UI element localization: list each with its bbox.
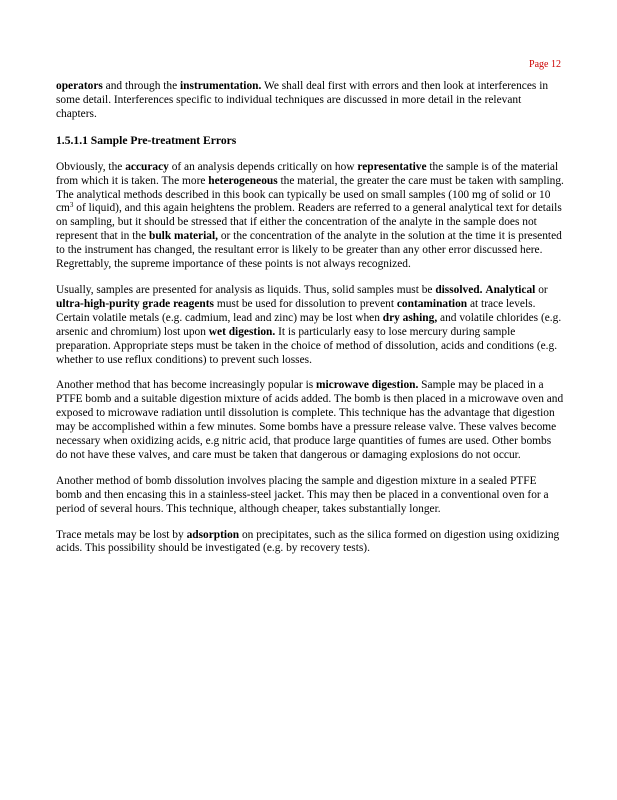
page-number: Page 12 — [529, 59, 561, 70]
bold-term: instrumentation. — [180, 80, 262, 92]
text-run: or the concentration of the analyte in the solution at the time it is presented to the instrument has changed, the resultant error is likely to be greater than any other error discussed here. Regrettably, the supreme importance of these points is not always recognized. — [56, 230, 562, 271]
bold-term: heterogeneous — [208, 174, 278, 187]
paragraph-dissolution — [56, 284, 564, 367]
bold-term: dry ashing, — [382, 311, 438, 324]
superscript: 3 — [69, 201, 74, 210]
paragraph-microwave-digestion — [56, 379, 564, 462]
bold-term: wet digestion. — [208, 325, 276, 338]
bold-term: Analytical — [485, 283, 536, 296]
text-run: Trace metals may be lost by — [56, 528, 187, 541]
text-run: must be used for dissolution to prevent — [213, 297, 397, 310]
bold-term: dissolved. — [435, 283, 483, 296]
bold-term: adsorption — [186, 528, 240, 541]
text-run: and through the — [102, 80, 181, 92]
bold-term: bulk material, — [149, 230, 218, 243]
bold-term: ultra-high-purity grade reagents — [56, 297, 214, 310]
text-run: of liquid), and this again heightens the problem. Readers are referred to a general analytical text for details on sampling, but it should be stressed that if either the concentration of the analyte in the sample does not represent that in the — [56, 202, 562, 243]
text-run: Sample may be placed in a PTFE bomb and a suitable digestion mixture of acids added. The bomb is then placed in a microwave oven and exposed to microwave radiation until dissolution is complete. This technique has the advantage that digestion may be accomplished within a few minutes. Some bombs have a pressure release valve. These valves become necessary when oxidizing acids, e.g nitric acid, that produce large quantities of fumes are used. Other bombs do not have these valves, and care must be taken that dangerous or damaging explosions do not occur. — [56, 379, 564, 461]
paragraph-accuracy — [56, 161, 564, 272]
document-body — [56, 80, 564, 568]
text-run: at trace levels. Certain volatile metals (e.g. cadmium, lead and zinc) may be lost when — [56, 297, 536, 324]
text-run: Another method that has become increasingly popular is — [56, 379, 317, 392]
bold-term: accuracy — [125, 160, 169, 173]
paragraph-bomb-dissolution — [56, 475, 564, 517]
text-run: on precipitates, such as the silica formed on digestion using oxidizing acids. This possibility should be investigated (e.g. by recovery tests). — [56, 528, 560, 555]
text-run: the sample is of the material from which it is taken. The more — [56, 160, 559, 187]
text-run: It is particularly easy to lose mercury during sample preparation. Appropriate steps must be taken in the choice of method of dissolution, acids and conditions (e.g. whether to use reflux conditions) to prevent such losses. — [56, 325, 558, 366]
bold-term: representative — [357, 160, 427, 173]
text-run: Another method of bomb dissolution involves placing the sample and digestion mixture in a sealed PTFE bomb and then encasing this in a stainless-steel jacket. This may then be placed in a conventional oven for a period of several hours. This technique, although cheaper, takes substantially longer. — [56, 474, 549, 515]
text-run: the material, the greater the care must be taken with sampling. The analytical methods described in this book can typically be used on small samples (100 mg of solid or 10 cm — [56, 174, 564, 215]
text-run: Obviously, the — [56, 160, 126, 173]
text-run: Usually, samples are presented for analysis as liquids. Thus, solid samples must be — [56, 283, 436, 296]
bold-term: microwave digestion. — [316, 379, 419, 392]
bold-term: operators — [56, 80, 103, 92]
paragraph-adsorption — [56, 529, 564, 557]
text-run: and volatile chlorides (e.g. arsenic and chromium) lost upon — [56, 311, 562, 338]
text-run: of an analysis depends critically on how — [168, 160, 358, 173]
section-heading: 1.5.1.1 Sample Pre-treatment Errors — [56, 133, 237, 147]
paragraph-intro — [56, 80, 564, 122]
text-run: or — [535, 283, 548, 296]
bold-term: contamination — [396, 297, 468, 310]
text-run: We shall deal first with errors and then look at interferences in some detail. Interferences specific to individual techniques are discussed in more detail in the relevant chapters. — [56, 80, 549, 120]
